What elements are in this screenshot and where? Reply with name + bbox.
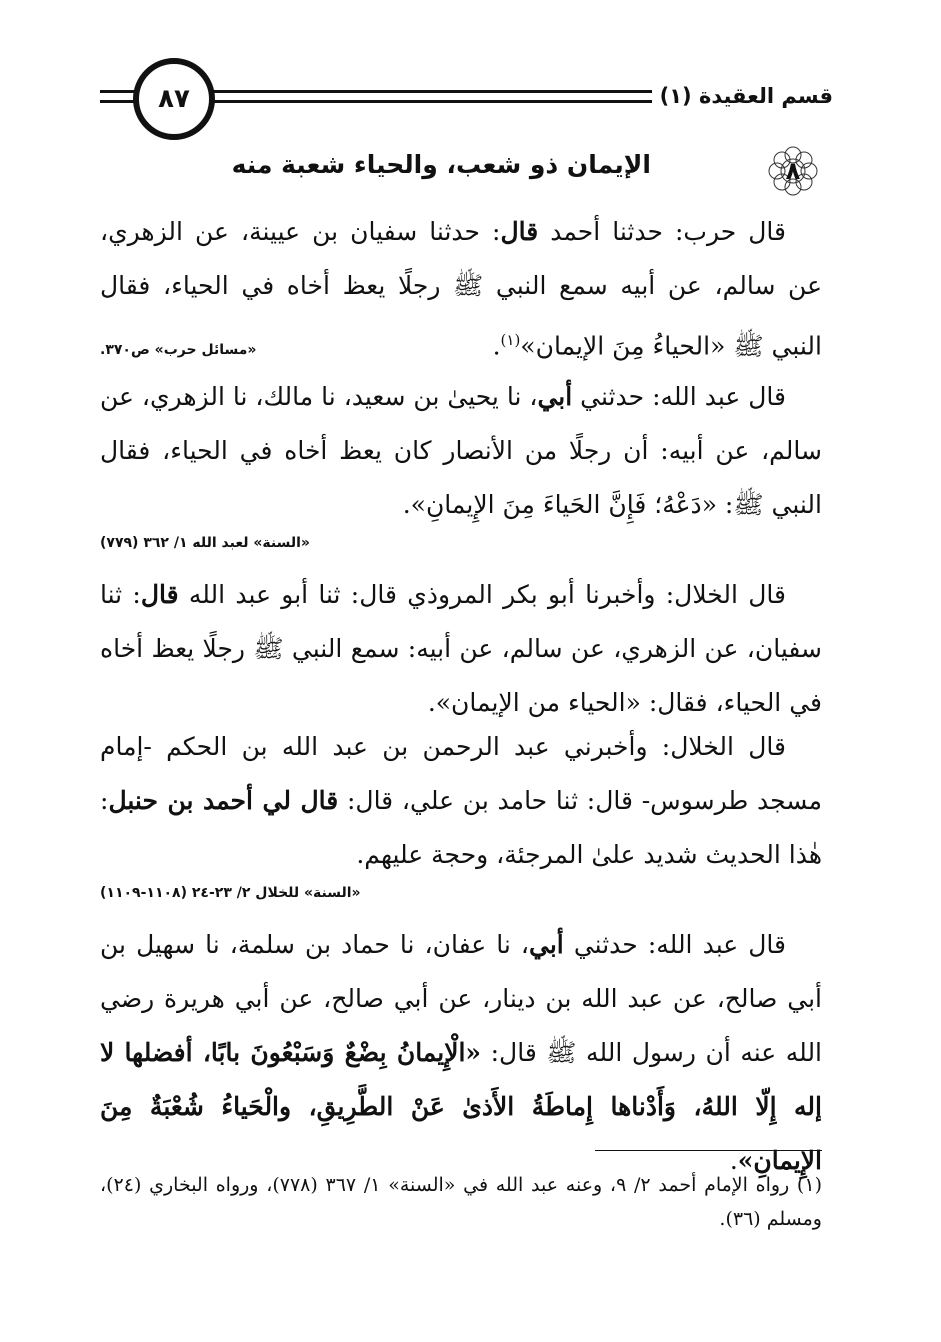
page-number-badge <box>133 58 215 140</box>
paragraph-2 <box>100 370 822 532</box>
bold-text: قال <box>140 580 179 609</box>
page-number: ٨٧ <box>158 84 190 114</box>
section-title: الإيمان ذو شعب، والحياء شعبة منه <box>231 150 651 179</box>
text: قال الخلال: وأخبرنا أبو بكر المروذي قال: ثنا أبو عبد الله <box>178 580 786 609</box>
bold-text: قال <box>500 217 539 246</box>
paragraph-5 <box>100 918 822 1188</box>
text: : حدثنا سفيان بن عيينة، عن الزهري، عن سالم، عن أبيه سمع النبي ﷺ رجلًا يعظ أخاه في الحياء، فقال النبي ﷺ «الحياءُ مِنَ الإيمان» <box>100 217 822 361</box>
text: قال الخلال: وأخبرني عبد الرحمن بن عبد الله بن الحكم -إمام مسجد طرسوس- قال: ثنا حامد بن علي، قال: <box>100 732 822 815</box>
text: قال عبد الله: حدثني <box>563 930 787 959</box>
text: : هٰذا الحديث شديد علىٰ المرجئة، وحجة عليهم. <box>100 786 822 869</box>
bold-text: أبي <box>528 930 564 959</box>
footnote-ref[interactable]: (١) <box>500 331 521 349</box>
text: قال حرب: حدثنا أحمد <box>538 217 786 246</box>
paragraph-4 <box>100 720 822 882</box>
text: ، نا عفان، نا حماد بن سلمة، نا سهيل بن أبي صالح، عن عبد الله بن دينار، عن أبي صالح، عن أبي هريرة رضي الله عنه أن رسول الله ﷺ قال: <box>100 930 823 1067</box>
text: . <box>492 331 501 361</box>
running-title: قسم العقيدة (١) <box>652 84 841 108</box>
footnote-separator <box>595 1150 822 1151</box>
footnote-1: (١) رواه الإمام أحمد ٢/ ٩، وعنه عبد الله في «السنة» ١/ ٣٦٧ (٧٧٨)، ورواه البخاري (٢٤)، ومسلم (٣٦). <box>100 1174 822 1230</box>
bold-text: قال لي أحمد بن حنبل <box>108 786 339 815</box>
source-citation-3: «السنة» للخلال ٢/ ٢٣-٢٤ (١١٠٨-١١٠٩) <box>100 885 361 901</box>
bold-text: أبي <box>537 382 573 411</box>
text: قال عبد الله: حدثني <box>572 382 786 411</box>
source-citation-2: «السنة» لعبد الله ١/ ٣٦٢ (٧٧٩) <box>100 535 310 551</box>
text: : ثنا سفيان، عن الزهري، عن سالم، عن أبيه: سمع النبي ﷺ رجلًا يعظ أخاه في الحياء، فقال: «الحياء من الإيمان». <box>100 580 822 717</box>
source-citation-1: «مسائل حرب» ص٣٧٠. <box>100 342 257 358</box>
paragraph-3 <box>100 568 822 730</box>
ornament-rosette-icon <box>762 140 824 202</box>
section-number: ٨ <box>785 157 801 185</box>
hadith-quote: «الْإِيمانُ بِضْعٌ وَسَبْعُونَ بابًا، أفضلها لا إله إِلّا اللهُ، وَأَدْناها إِماطَةُ الأَذىٰ عَنْ الطَّرِيقِ، والْحَياءُ شُعْبَةٌ مِنَ الإِيمانِ» <box>100 1038 822 1175</box>
text: . <box>729 1146 738 1175</box>
text: ، نا يحيىٰ بن سعيد، نا مالك، نا الزهري، عن سالم، عن أبيه: أن رجلًا من الأنصار كان يعظ أخاه في الحياء، فقال النبي ﷺ: «دَعْهُ؛ فَإِنَّ الحَياءَ مِنَ الإِيمانِ». <box>100 382 822 519</box>
